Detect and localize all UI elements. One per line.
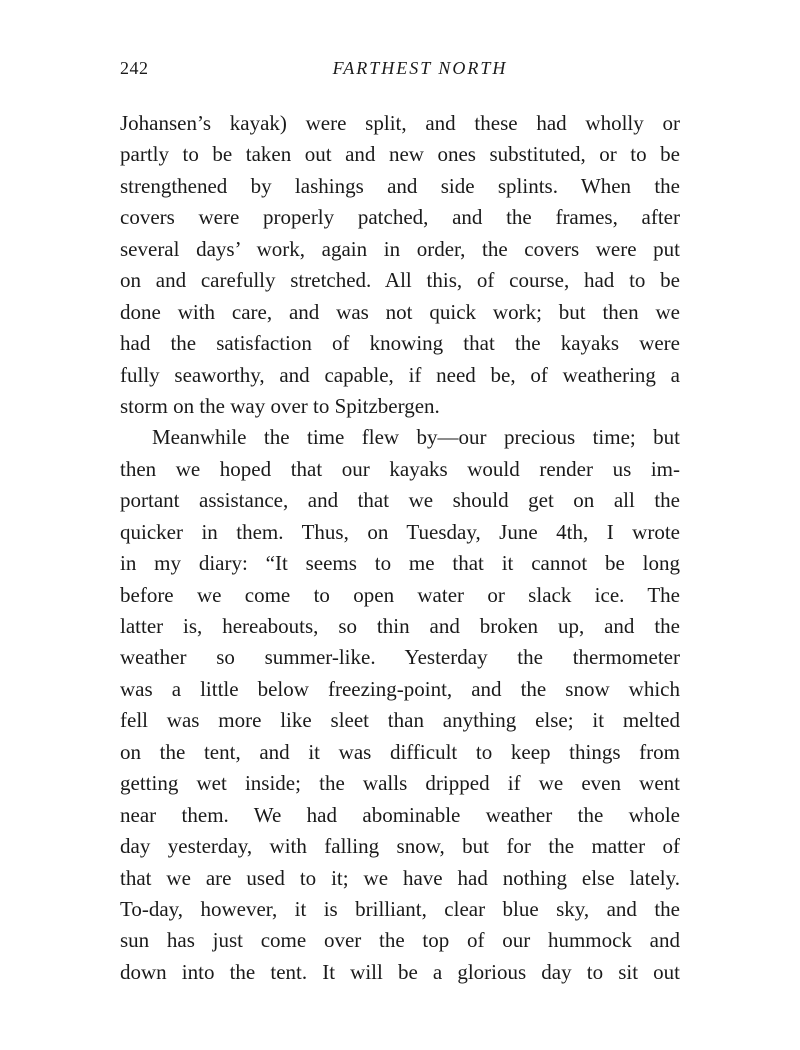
text-line: on and carefully stretched. All this, of course, had to be	[120, 268, 680, 293]
text-line: covers were properly patched, and the frames, after	[120, 205, 680, 230]
body-text	[120, 108, 680, 988]
text-line: To-day, however, it is brilliant, clear blue sky, and the	[120, 896, 680, 921]
text-line: done with care, and was not quick work; but then we	[120, 299, 680, 324]
text-line: day yesterday, with falling snow, but for the matter of	[120, 834, 680, 859]
text-line: partly to be taken out and new ones substituted, or to be	[120, 142, 680, 167]
text-line: on the tent, and it was difficult to keep things from	[120, 739, 680, 764]
text-line: Johansen’s kayak) were split, and these had wholly or	[120, 111, 680, 135]
text-line: down into the tent. It will be a glorious day to sit out	[120, 959, 680, 984]
text-line: sun has just come over the top of our hummock and	[120, 928, 680, 953]
text-line: weather so summer-like. Yesterday the thermometer	[120, 645, 680, 670]
page-number: 242	[120, 58, 149, 78]
text-line: latter is, hereabouts, so thin and broken up, and the	[120, 614, 680, 638]
text-line: fell was more like sleet than anything else; it melted	[120, 708, 680, 733]
text-line: portant assistance, and that we should get on all the	[120, 488, 680, 513]
text-line: strengthened by lashings and side splints. When the	[120, 173, 680, 198]
running-head: FARTHEST NORTH	[332, 58, 508, 78]
text-line: near them. We had abominable weather the whole	[120, 802, 680, 827]
text-line: was a little below freezing-point, and the snow which	[120, 676, 680, 701]
text-line: fully seaworthy, and capable, if need be, of weathering a	[120, 362, 680, 387]
text-line: then we hoped that our kayaks would render us im-	[120, 456, 680, 481]
text-line: storm on the way over to Spitzbergen.	[120, 393, 440, 418]
text-line: Meanwhile the time flew by—our precious time; but	[152, 425, 680, 450]
text-line: in my diary: “It seems to me that it cannot be long	[120, 551, 680, 576]
text-line: getting wet inside; the walls dripped if we even went	[120, 771, 680, 796]
page-header	[120, 58, 680, 88]
text-line: quicker in them. Thus, on Tuesday, June 4th, I wrote	[120, 519, 680, 544]
text-line: several days’ work, again in order, the covers were put	[120, 236, 680, 261]
text-line: had the satisfaction of knowing that the kayaks were	[120, 331, 680, 356]
text-line: before we come to open water or slack ice. The	[120, 582, 680, 607]
text-line: that we are used to it; we have had nothing else lately.	[120, 865, 680, 890]
